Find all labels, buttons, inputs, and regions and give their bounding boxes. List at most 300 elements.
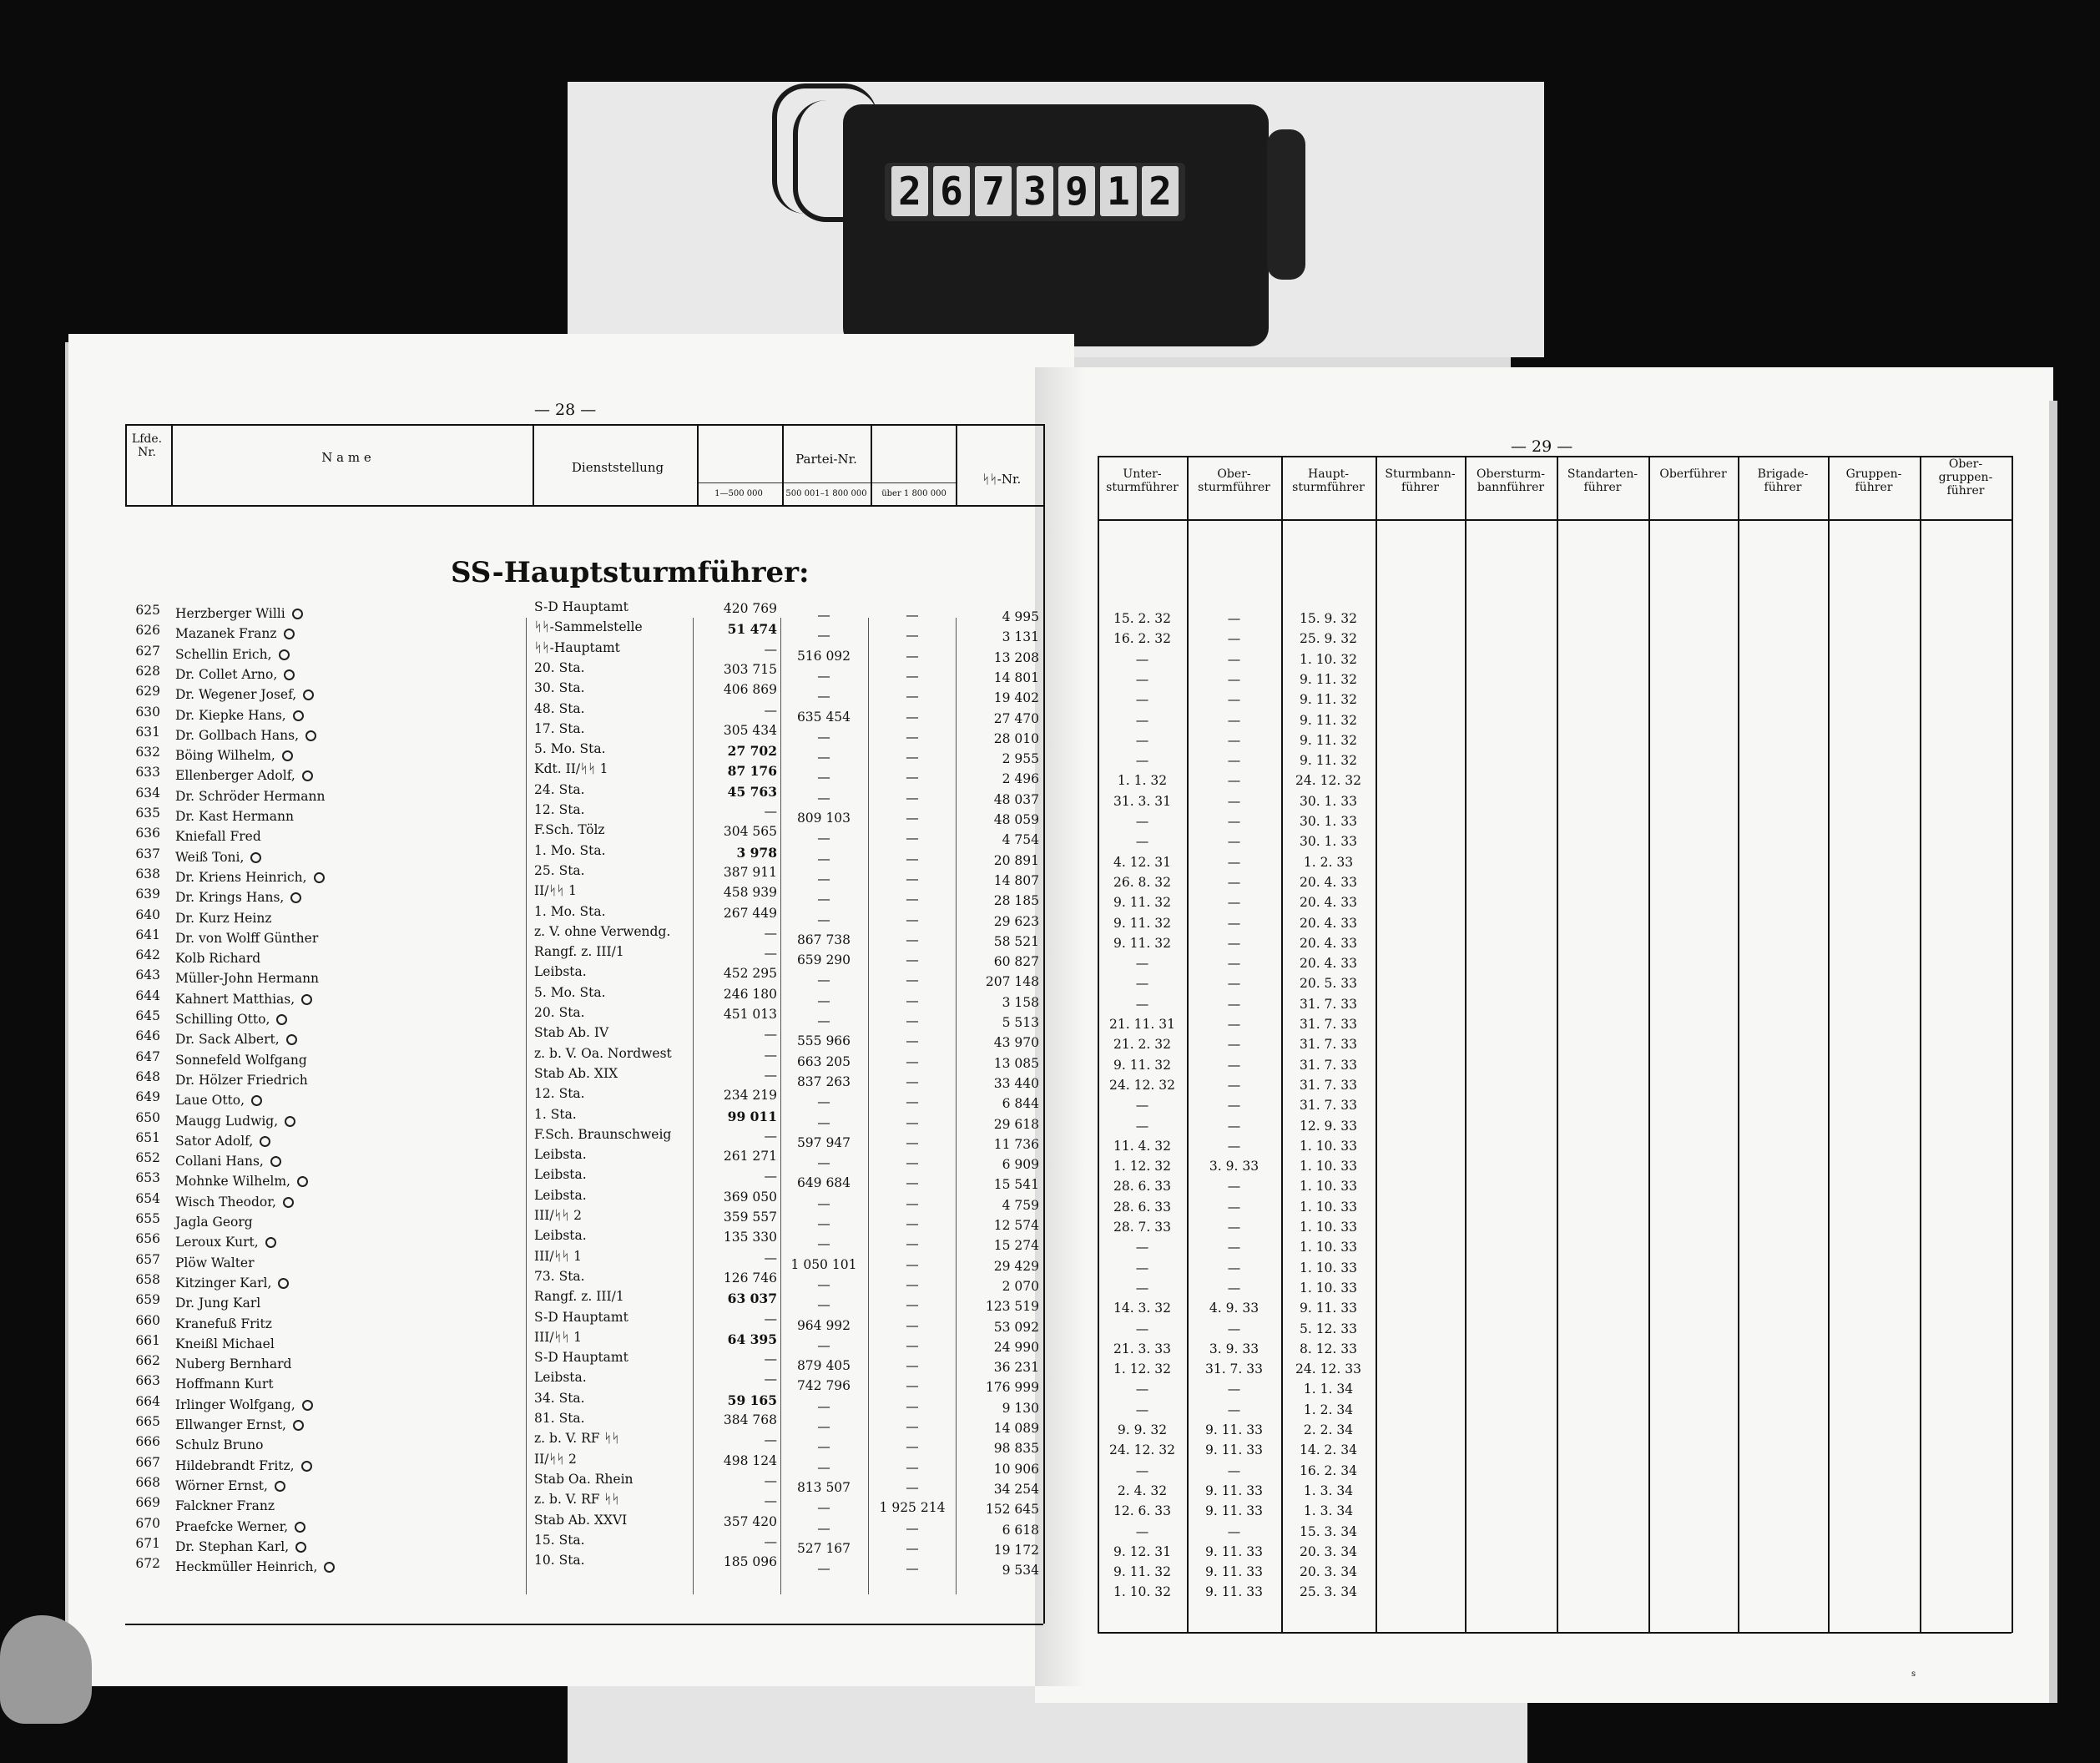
row-untersturmfuehrer: —	[1135, 1523, 1149, 1539]
marker-circle-icon	[302, 770, 313, 781]
row-dienststellung: Kdt. II/ᛋᛋ 1	[534, 761, 608, 777]
row-partei-nr-1: 498 124	[723, 1452, 777, 1468]
row-number: 628	[135, 663, 160, 679]
row-number: 656	[135, 1231, 160, 1247]
row-number: 645	[135, 1008, 160, 1023]
row-partei-nr-3: —	[906, 608, 919, 623]
row-partei-nr-3: —	[906, 811, 919, 826]
row-untersturmfuehrer: —	[1135, 1382, 1149, 1397]
counter-digit: 7	[975, 166, 1012, 216]
row-name: Dr. Krings Hans,	[175, 892, 301, 905]
row-dienststellung: Rangf. z. III/1	[534, 944, 624, 960]
row-number: 672	[135, 1556, 160, 1572]
row-number: 644	[135, 988, 160, 1003]
row-partei-nr-1: —	[764, 1533, 777, 1549]
row-number: 669	[135, 1495, 160, 1511]
row-partei-nr-3: —	[906, 1419, 919, 1434]
row-partei-nr-2: 649 684	[796, 1175, 851, 1191]
row-partei-nr-3: —	[906, 912, 919, 927]
table-col-rule	[956, 424, 957, 507]
row-partei-nr-1: 359 557	[723, 1210, 777, 1225]
row-ss-nr: 27 470	[993, 710, 1039, 726]
row-hauptsturmfuehrer: 20. 3. 34	[1299, 1543, 1358, 1559]
header-partei-col-3: über 1 800 000	[881, 489, 947, 498]
row-name: Hildebrandt Fritz,	[175, 1460, 312, 1473]
table-rule	[697, 482, 956, 483]
row-partei-nr-3: —	[906, 871, 919, 887]
row-untersturmfuehrer: 31. 3. 31	[1113, 793, 1172, 809]
row-partei-nr-2: 837 263	[796, 1073, 851, 1089]
row-hauptsturmfuehrer: 1. 3. 34	[1303, 1503, 1354, 1519]
row-untersturmfuehrer: 21. 11. 31	[1109, 1017, 1175, 1032]
row-obersturmfuehrer: —	[1227, 1118, 1241, 1134]
row-number: 660	[135, 1312, 160, 1328]
row-dienststellung: Leibsta.	[534, 1228, 587, 1244]
row-ss-nr: 60 827	[993, 954, 1039, 970]
row-partei-nr-2: —	[817, 993, 830, 1008]
row-ss-nr: 3 131	[1002, 629, 1039, 645]
marker-circle-icon	[301, 994, 312, 1005]
row-ss-nr: 13 085	[993, 1055, 1039, 1071]
row-dienststellung: Stab Oa. Rhein	[534, 1471, 634, 1487]
row-ss-nr: 24 990	[993, 1339, 1039, 1355]
row-untersturmfuehrer: 4. 12. 31	[1113, 854, 1172, 870]
row-obersturmfuehrer: —	[1227, 996, 1241, 1012]
row-ss-nr: 20 891	[993, 852, 1039, 868]
row-partei-nr-1: 387 911	[723, 864, 777, 880]
row-partei-nr-1: 384 768	[723, 1412, 777, 1427]
row-hauptsturmfuehrer: 12. 9. 33	[1299, 1118, 1358, 1134]
row-obersturmfuehrer: —	[1227, 976, 1241, 992]
rank-column-header: Gruppen- führer	[1845, 467, 1902, 495]
row-partei-nr-1: —	[764, 1169, 777, 1185]
row-obersturmfuehrer: —	[1227, 874, 1241, 890]
row-name: Kitzinger Karl,	[175, 1277, 289, 1291]
row-ss-nr: 28 185	[993, 893, 1039, 909]
row-obersturmfuehrer: 31. 7. 33	[1204, 1361, 1264, 1377]
row-untersturmfuehrer: —	[1135, 712, 1149, 728]
row-name: Kahnert Matthias,	[175, 993, 312, 1007]
row-untersturmfuehrer: 9. 12. 31	[1113, 1543, 1172, 1559]
row-partei-nr-2: —	[817, 1459, 830, 1475]
row-obersturmfuehrer: —	[1227, 915, 1241, 931]
table-rule	[125, 424, 1043, 426]
row-hauptsturmfuehrer: 31. 7. 33	[1299, 1017, 1358, 1032]
marker-circle-icon	[275, 1481, 285, 1492]
row-ss-nr: 207 148	[985, 974, 1039, 990]
marker-circle-icon	[250, 852, 261, 863]
row-partei-nr-1: —	[764, 1351, 777, 1367]
row-hauptsturmfuehrer: 1. 10. 32	[1299, 651, 1358, 667]
row-name: Schulz Bruno	[175, 1437, 264, 1453]
row-hauptsturmfuehrer: 1. 2. 34	[1303, 1402, 1354, 1417]
row-untersturmfuehrer: —	[1135, 651, 1149, 667]
holding-hand	[0, 1615, 92, 1724]
row-hauptsturmfuehrer: 25. 9. 32	[1299, 631, 1358, 647]
row-untersturmfuehrer: —	[1135, 1098, 1149, 1114]
row-dienststellung: II/ᛋᛋ 2	[534, 1451, 577, 1467]
row-partei-nr-1: 406 869	[723, 682, 777, 698]
row-obersturmfuehrer: —	[1227, 1037, 1241, 1053]
row-dienststellung: Leibsta.	[534, 1187, 587, 1203]
row-partei-nr-2: —	[817, 972, 830, 988]
row-number: 662	[135, 1353, 160, 1369]
row-partei-nr-1: 99 011	[727, 1108, 777, 1124]
row-number: 632	[135, 745, 160, 760]
row-name: Kolb Richard	[175, 951, 261, 967]
row-partei-nr-2: —	[817, 689, 830, 705]
row-untersturmfuehrer: 21. 2. 32	[1113, 1037, 1172, 1053]
row-number: 646	[135, 1028, 160, 1044]
row-partei-nr-1: 369 050	[723, 1189, 777, 1205]
row-dienststellung: Leibsta.	[534, 964, 587, 980]
row-partei-nr-2: —	[817, 628, 830, 644]
row-partei-nr-3: —	[906, 1256, 919, 1272]
marker-circle-icon	[295, 1522, 305, 1533]
corner-mark: s	[1911, 1670, 1916, 1679]
row-ss-nr: 19 402	[993, 690, 1039, 706]
row-partei-nr-3: —	[906, 1337, 919, 1353]
marker-circle-icon	[314, 872, 325, 883]
row-name: Hoffmann Kurt	[175, 1377, 274, 1392]
row-number: 634	[135, 785, 160, 801]
row-obersturmfuehrer: 9. 11. 33	[1204, 1564, 1264, 1580]
row-partei-nr-1: 51 474	[727, 621, 777, 638]
row-hauptsturmfuehrer: 1. 10. 33	[1299, 1199, 1358, 1215]
marker-circle-icon	[285, 1116, 295, 1127]
row-untersturmfuehrer: 1. 12. 32	[1113, 1159, 1172, 1174]
row-hauptsturmfuehrer: 9. 11. 32	[1299, 712, 1358, 728]
row-hauptsturmfuehrer: 15. 9. 32	[1299, 611, 1358, 626]
row-partei-nr-2: —	[817, 770, 830, 786]
row-number: 671	[135, 1535, 160, 1551]
row-partei-nr-1: 234 219	[723, 1088, 777, 1104]
row-obersturmfuehrer: —	[1227, 631, 1241, 647]
row-dienststellung: 20. Sta.	[534, 1005, 585, 1020]
row-dienststellung: ᛋᛋ-Hauptamt	[534, 639, 620, 655]
row-number: 652	[135, 1150, 160, 1166]
row-number: 650	[135, 1109, 160, 1125]
row-dienststellung: 34. Sta.	[534, 1390, 585, 1406]
row-name: Kniefall Fred	[175, 829, 261, 845]
row-name: Mohnke Wilhelm,	[175, 1175, 308, 1189]
row-name: Laue Otto,	[175, 1094, 262, 1108]
row-name: Dr. Kurz Heinz	[175, 910, 272, 926]
row-ss-nr: 2 070	[1002, 1278, 1039, 1294]
row-partei-nr-3: 1 925 214	[879, 1500, 946, 1516]
row-dienststellung: Stab Ab. XIX	[534, 1065, 618, 1081]
row-dienststellung: S-D Hauptamt	[534, 1309, 628, 1325]
row-partei-nr-1: —	[764, 702, 777, 718]
row-obersturmfuehrer: —	[1227, 1280, 1241, 1296]
row-dienststellung: 24. Sta.	[534, 781, 585, 797]
counter-digit: 3	[1017, 166, 1053, 216]
row-ss-nr: 11 736	[993, 1136, 1039, 1152]
row-partei-nr-3: —	[906, 1358, 919, 1374]
row-number: 670	[135, 1515, 160, 1531]
row-obersturmfuehrer: —	[1227, 1017, 1241, 1032]
row-dienststellung: 5. Mo. Sta.	[534, 984, 606, 1000]
row-name: Jagla Georg	[175, 1215, 253, 1230]
row-name: Leroux Kurt,	[175, 1236, 276, 1250]
marker-circle-icon	[295, 1542, 306, 1553]
row-partei-nr-3: —	[906, 1094, 919, 1110]
row-partei-nr-2: 742 796	[796, 1378, 851, 1394]
row-dienststellung: 12. Sta.	[534, 1086, 585, 1102]
row-hauptsturmfuehrer: 8. 12. 33	[1299, 1341, 1358, 1356]
row-ss-nr: 43 970	[993, 1035, 1039, 1051]
row-ss-nr: 29 429	[993, 1258, 1039, 1274]
row-partei-nr-2: —	[817, 1155, 830, 1171]
row-ss-nr: 33 440	[993, 1075, 1039, 1091]
row-partei-nr-2: 867 738	[796, 932, 851, 947]
row-untersturmfuehrer: —	[1135, 1321, 1149, 1336]
row-number: 625	[135, 603, 160, 618]
row-ss-nr: 29 618	[993, 1116, 1039, 1132]
row-name: Dr. Stephan Karl,	[175, 1541, 306, 1554]
row-partei-nr-1: 59 165	[727, 1392, 777, 1408]
row-partei-nr-3: —	[906, 1439, 919, 1455]
row-partei-nr-1: —	[764, 1027, 777, 1043]
row-dienststellung: Leibsta.	[534, 1147, 587, 1163]
row-partei-nr-3: —	[906, 1134, 919, 1150]
row-obersturmfuehrer: —	[1227, 712, 1241, 728]
row-number: 649	[135, 1089, 160, 1105]
row-hauptsturmfuehrer: 1. 10. 33	[1299, 1179, 1358, 1195]
row-name: Wörner Ernst,	[175, 1480, 285, 1493]
row-number: 663	[135, 1373, 160, 1389]
row-hauptsturmfuehrer: 9. 11. 33	[1299, 1301, 1358, 1316]
row-dienststellung: Rangf. z. III/1	[534, 1289, 624, 1305]
row-number: 654	[135, 1190, 160, 1206]
row-hauptsturmfuehrer: 1. 10. 33	[1299, 1280, 1358, 1296]
row-obersturmfuehrer: —	[1227, 732, 1241, 748]
row-obersturmfuehrer: —	[1227, 1220, 1241, 1235]
row-untersturmfuehrer: 1. 1. 32	[1117, 773, 1168, 789]
row-ss-nr: 152 645	[985, 1502, 1039, 1518]
row-dienststellung: 17. Sta.	[534, 720, 585, 736]
marker-circle-icon	[302, 1400, 313, 1411]
row-dienststellung: z. b. V. RF ᛋᛋ	[534, 1431, 620, 1447]
row-partei-nr-3: —	[906, 972, 919, 988]
row-partei-nr-1: —	[764, 804, 777, 819]
row-dienststellung: F.Sch. Braunschweig	[534, 1126, 672, 1142]
row-partei-nr-1: 303 715	[723, 661, 777, 677]
row-partei-nr-1: —	[764, 1047, 777, 1063]
row-partei-nr-2: 813 507	[796, 1479, 851, 1495]
marker-circle-icon	[278, 1278, 289, 1289]
row-name: Irlinger Wolfgang,	[175, 1399, 313, 1412]
row-dienststellung: 73. Sta.	[534, 1268, 585, 1284]
row-untersturmfuehrer: —	[1135, 1462, 1149, 1478]
row-number: 637	[135, 846, 160, 861]
row-partei-nr-2: —	[817, 1500, 830, 1516]
row-hauptsturmfuehrer: 30. 1. 33	[1299, 814, 1358, 829]
row-dienststellung: 30. Sta.	[534, 680, 585, 696]
row-partei-nr-1: —	[764, 946, 777, 962]
row-partei-nr-3: —	[906, 1236, 919, 1252]
row-dienststellung: Leibsta.	[534, 1370, 587, 1386]
row-hauptsturmfuehrer: 24. 12. 33	[1295, 1361, 1361, 1377]
row-obersturmfuehrer: —	[1227, 1179, 1241, 1195]
row-name: Herzberger Willi	[175, 608, 303, 621]
row-number: 661	[135, 1332, 160, 1348]
row-number: 657	[135, 1251, 160, 1267]
row-hauptsturmfuehrer: 1. 2. 33	[1303, 854, 1354, 870]
row-partei-nr-2: —	[817, 1013, 830, 1028]
row-untersturmfuehrer: —	[1135, 732, 1149, 748]
row-dienststellung: z. V. ohne Verwendg.	[534, 923, 671, 939]
table-col-rule	[1043, 505, 1045, 1624]
counter-digit: 6	[933, 166, 970, 216]
marker-circle-icon	[265, 1237, 276, 1248]
row-name: Nuberg Bernhard	[175, 1356, 292, 1372]
row-ss-nr: 4 754	[1002, 832, 1039, 848]
row-number: 629	[135, 684, 160, 700]
row-number: 653	[135, 1170, 160, 1186]
row-dienststellung: 1. Mo. Sta.	[534, 903, 606, 919]
row-number: 647	[135, 1048, 160, 1064]
row-partei-nr-1: —	[764, 1372, 777, 1387]
row-partei-nr-1: 246 180	[723, 986, 777, 1002]
row-number: 627	[135, 643, 160, 659]
frame-counter-display	[885, 163, 1185, 221]
row-ss-nr: 14 089	[993, 1421, 1039, 1436]
row-dienststellung: 25. Sta.	[534, 862, 585, 878]
row-untersturmfuehrer: 11. 4. 32	[1113, 1138, 1172, 1154]
row-obersturmfuehrer: —	[1227, 956, 1241, 972]
row-ss-nr: 4 759	[1002, 1197, 1039, 1213]
row-partei-nr-3: —	[906, 1276, 919, 1292]
row-partei-nr-3: —	[906, 1317, 919, 1333]
rank-column-header: Haupt- sturmführer	[1292, 467, 1365, 495]
row-ss-nr: 15 274	[993, 1238, 1039, 1254]
row-partei-nr-2: —	[817, 871, 830, 887]
marker-circle-icon	[283, 1197, 294, 1208]
row-untersturmfuehrer: —	[1135, 996, 1149, 1012]
rank-column-header: Brigade- führer	[1757, 467, 1809, 495]
rank-column-header: Ober- gruppen- führer	[1938, 457, 1993, 498]
row-ss-nr: 53 092	[993, 1319, 1039, 1335]
marker-circle-icon	[292, 609, 303, 619]
row-hauptsturmfuehrer: 1. 1. 34	[1303, 1382, 1354, 1397]
marker-circle-icon	[293, 710, 304, 721]
row-untersturmfuehrer: —	[1135, 1280, 1149, 1296]
marker-circle-icon	[260, 1136, 270, 1147]
row-untersturmfuehrer: —	[1135, 1240, 1149, 1255]
row-number: 636	[135, 826, 160, 841]
row-hauptsturmfuehrer: 16. 2. 34	[1299, 1462, 1358, 1478]
right-page-number: — 29 —	[1511, 437, 1573, 456]
row-hauptsturmfuehrer: 1. 10. 33	[1299, 1260, 1358, 1276]
row-obersturmfuehrer: —	[1227, 651, 1241, 667]
row-partei-nr-3: —	[906, 1479, 919, 1495]
marker-circle-icon	[284, 669, 295, 680]
row-obersturmfuehrer: 9. 11. 33	[1204, 1442, 1264, 1458]
row-obersturmfuehrer: —	[1227, 1057, 1241, 1073]
row-ss-nr: 6 844	[1002, 1096, 1039, 1112]
table-col-rule	[1738, 456, 1739, 1633]
row-dienststellung: Leibsta.	[534, 1167, 587, 1183]
row-partei-nr-3: —	[906, 1053, 919, 1069]
row-partei-nr-1: —	[764, 925, 777, 941]
row-number: 655	[135, 1211, 160, 1226]
row-dienststellung: 1. Mo. Sta.	[534, 842, 606, 858]
row-dienststellung: Stab Ab. IV	[534, 1025, 609, 1041]
row-partei-nr-1: 126 746	[723, 1270, 777, 1286]
row-untersturmfuehrer: 15. 2. 32	[1113, 611, 1172, 626]
row-partei-nr-3: —	[906, 993, 919, 1008]
row-obersturmfuehrer: —	[1227, 834, 1241, 850]
counter-digit: 2	[891, 166, 928, 216]
row-partei-nr-1: 305 434	[723, 722, 777, 738]
row-untersturmfuehrer: 28. 6. 33	[1113, 1179, 1172, 1195]
table-col-rule	[1828, 456, 1830, 1633]
header-ss-nr: ᛋᛋ-Nr.	[982, 472, 1022, 487]
row-dienststellung: 15. Sta.	[534, 1532, 585, 1548]
row-untersturmfuehrer: 12. 6. 33	[1113, 1503, 1172, 1519]
row-partei-nr-3: —	[906, 952, 919, 968]
row-partei-nr-2: 964 992	[796, 1317, 851, 1333]
row-partei-nr-3: —	[906, 709, 919, 725]
column-rule	[693, 618, 694, 1594]
row-untersturmfuehrer: —	[1135, 814, 1149, 829]
row-ss-nr: 14 801	[993, 669, 1039, 685]
row-name: Kneißl Michael	[175, 1336, 275, 1351]
rank-column-header: Unter- sturmführer	[1106, 467, 1179, 495]
row-partei-nr-3: —	[906, 1073, 919, 1089]
row-name: Mazanek Franz	[175, 628, 295, 641]
row-partei-nr-1: 135 330	[723, 1230, 777, 1245]
row-partei-nr-1: —	[764, 1311, 777, 1326]
row-untersturmfuehrer: 9. 11. 32	[1113, 1057, 1172, 1073]
row-obersturmfuehrer: 3. 9. 33	[1209, 1159, 1259, 1174]
header-lfd-nr: Lfde. Nr.	[131, 432, 163, 460]
row-ss-nr: 3 158	[1002, 994, 1039, 1010]
row-partei-nr-3: —	[906, 668, 919, 684]
row-partei-nr-1: 3 978	[736, 844, 777, 861]
row-hauptsturmfuehrer: 20. 3. 34	[1299, 1564, 1358, 1580]
row-dienststellung: 1. Sta.	[534, 1106, 577, 1122]
marker-circle-icon	[286, 1034, 297, 1045]
rank-column-header: Oberführer	[1659, 467, 1727, 481]
row-partei-nr-3: —	[906, 831, 919, 846]
marker-circle-icon	[305, 730, 316, 741]
row-dienststellung: III/ᛋᛋ 1	[534, 1329, 582, 1345]
row-obersturmfuehrer: —	[1227, 671, 1241, 687]
row-untersturmfuehrer: 21. 3. 33	[1113, 1341, 1172, 1356]
row-partei-nr-2: —	[817, 608, 830, 623]
row-partei-nr-3: —	[906, 1520, 919, 1536]
row-partei-nr-1: 452 295	[723, 966, 777, 982]
row-ss-nr: 176 999	[985, 1380, 1039, 1396]
row-obersturmfuehrer: —	[1227, 1321, 1241, 1336]
row-hauptsturmfuehrer: 1. 10. 33	[1299, 1159, 1358, 1174]
row-name: Böing Wilhelm,	[175, 750, 293, 763]
row-partei-nr-3: —	[906, 1216, 919, 1231]
row-obersturmfuehrer: —	[1227, 1260, 1241, 1276]
row-name: Ellenberger Adolf,	[175, 770, 313, 783]
marker-circle-icon	[297, 1176, 308, 1187]
row-name: Plöw Walter	[175, 1255, 255, 1270]
row-partei-nr-2: —	[817, 1398, 830, 1414]
row-hauptsturmfuehrer: 20. 5. 33	[1299, 976, 1358, 992]
row-ss-nr: 36 231	[993, 1360, 1039, 1376]
row-partei-nr-2: —	[817, 1216, 830, 1231]
row-partei-nr-1: —	[764, 641, 777, 657]
row-name: Müller-John Hermann	[175, 971, 320, 987]
row-number: 626	[135, 623, 160, 639]
